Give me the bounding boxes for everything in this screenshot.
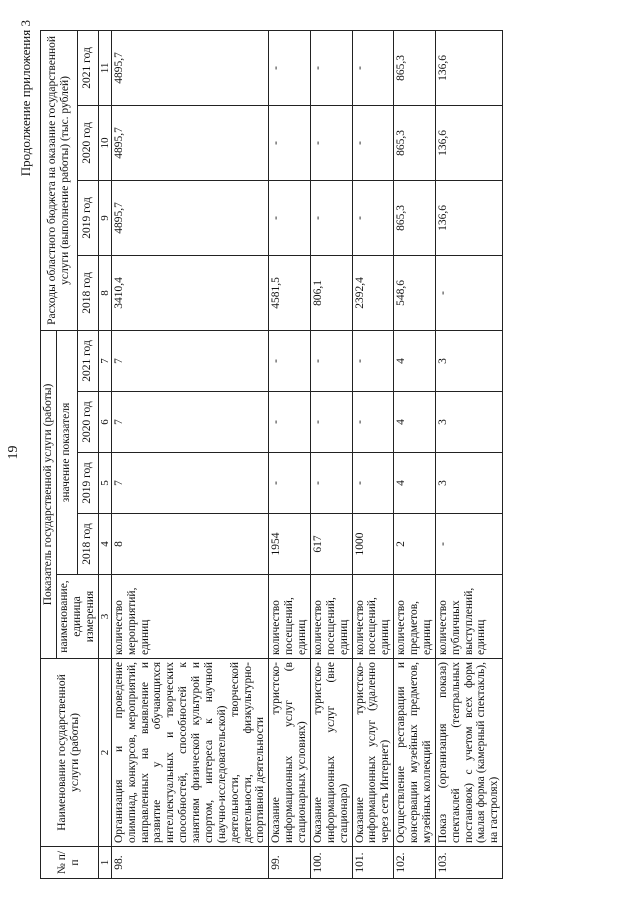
- index-cell: 8: [98, 255, 111, 330]
- service-name: Оказание туристско-информационных услуг (вне стационара): [310, 659, 352, 847]
- table-row: [269, 30, 311, 878]
- row-number: 100.: [310, 847, 352, 879]
- table-row: [352, 30, 394, 878]
- continuation-label: Продолжение приложения 3: [18, 20, 33, 177]
- header-expense-year-2020: 2020 год: [77, 105, 98, 180]
- row-number: 98.: [111, 847, 269, 879]
- table-row: [394, 30, 436, 878]
- service-name: Оказание туристско-информационных услуг (в стационарных условиях): [269, 659, 311, 847]
- header-year-2020: 2020 год: [77, 392, 98, 453]
- service-name: Организация и проведение олимпиад, конкурсов, мероприятий, направленных на выявление и развитие у обучающихся интеллектуальных и творческих способностей, способностей к занятиям физической культурой и спортом, интереса к научной (научно-исследовательской) деятельности, творческой деятельности, физкультурно-спортивной деятельности: [111, 659, 269, 847]
- expense-2021: -: [352, 30, 394, 105]
- expense-2018: -: [435, 255, 502, 330]
- service-name: Оказание туристско-информационных услуг (удаленно через сеть Интернет): [352, 659, 394, 847]
- index-cell: 1: [98, 847, 111, 879]
- indicator-unit: количество предметов, единиц: [394, 575, 436, 659]
- expense-2019: 136,6: [435, 180, 502, 255]
- index-cell: 3: [98, 575, 111, 659]
- row-number: 103.: [435, 847, 502, 879]
- indicator-unit: количество посещений, единиц: [310, 575, 352, 659]
- header-indicator-group: Показатель государственной услуги (работы): [41, 330, 57, 658]
- header-num: № п/п: [41, 847, 99, 879]
- value-2021: 7: [111, 330, 269, 391]
- value-2021: -: [310, 330, 352, 391]
- expense-2021: -: [310, 30, 352, 105]
- value-2019: 4: [394, 453, 436, 514]
- index-cell: 10: [98, 105, 111, 180]
- expense-2018: 548,6: [394, 255, 436, 330]
- value-2019: 3: [435, 453, 502, 514]
- expense-2019: 4895,7: [111, 180, 269, 255]
- value-2021: -: [352, 330, 394, 391]
- value-2019: -: [269, 453, 311, 514]
- header-year-2021: 2021 год: [77, 330, 98, 391]
- index-cell: 4: [98, 514, 111, 575]
- header-service: Наименование государственной услуги (работы): [41, 659, 99, 847]
- expense-2018: 3410,4: [111, 255, 269, 330]
- indicator-unit: количество посещений, единиц: [269, 575, 311, 659]
- row-number: 102.: [394, 847, 436, 879]
- table-row: [310, 30, 352, 878]
- service-name: Показ (организация показа) спектаклей (театральных постановок) с учетом всех форм (малая форма (камерный спектакль), на гастролях): [435, 659, 502, 847]
- index-cell: 7: [98, 330, 111, 391]
- services-table: [40, 30, 503, 879]
- value-2021: 3: [435, 330, 502, 391]
- indicator-unit: количество посещений, единиц: [352, 575, 394, 659]
- row-number: 99.: [269, 847, 311, 879]
- expense-2018: 4581,5: [269, 255, 311, 330]
- expense-2018: 2392,4: [352, 255, 394, 330]
- expense-2020: 136,6: [435, 105, 502, 180]
- service-name: Осуществление реставрации и консервации музейных предметов, музейных коллекций: [394, 659, 436, 847]
- value-2020: 7: [111, 392, 269, 453]
- expense-2019: -: [310, 180, 352, 255]
- value-2021: 4: [394, 330, 436, 391]
- expense-2020: 865,3: [394, 105, 436, 180]
- expense-2020: -: [352, 105, 394, 180]
- expense-2020: 4895,7: [111, 105, 269, 180]
- indicator-unit: количество мероприятий, единиц: [111, 575, 269, 659]
- value-2020: 3: [435, 392, 502, 453]
- expense-2020: -: [269, 105, 311, 180]
- value-2019: 7: [111, 453, 269, 514]
- value-2021: -: [269, 330, 311, 391]
- value-2018: 2: [394, 514, 436, 575]
- header-year-2018: 2018 год: [77, 514, 98, 575]
- value-2020: -: [310, 392, 352, 453]
- header-expense-group: Расходы областного бюджета на оказание государственной услуги (выполнение работы) (тыс. рублей): [41, 30, 78, 330]
- header-expense-year-2019: 2019 год: [77, 180, 98, 255]
- value-2020: -: [269, 392, 311, 453]
- index-cell: 6: [98, 392, 111, 453]
- header-year-2019: 2019 год: [77, 453, 98, 514]
- header-indicator-name: наименование, единица измерения: [56, 575, 98, 659]
- page-number: 19: [6, 445, 21, 460]
- header-expense-year-2021: 2021 год: [77, 30, 98, 105]
- value-2018: 1000: [352, 514, 394, 575]
- value-2018: 1954: [269, 514, 311, 575]
- expense-2019: -: [269, 180, 311, 255]
- value-2019: -: [310, 453, 352, 514]
- expense-2021: 136,6: [435, 30, 502, 105]
- expense-2018: 806,1: [310, 255, 352, 330]
- value-2018: 8: [111, 514, 269, 575]
- expense-2019: -: [352, 180, 394, 255]
- expense-2021: 865,3: [394, 30, 436, 105]
- index-cell: 5: [98, 453, 111, 514]
- indicator-unit: количество публичных выступлений, единиц: [435, 575, 502, 659]
- value-2018: 617: [310, 514, 352, 575]
- index-cell: 11: [98, 30, 111, 105]
- value-2020: 4: [394, 392, 436, 453]
- value-2018: -: [435, 514, 502, 575]
- header-indicator-value: значение показателя: [56, 330, 77, 574]
- expense-2019: 865,3: [394, 180, 436, 255]
- value-2019: -: [352, 453, 394, 514]
- value-2020: -: [352, 392, 394, 453]
- row-number: 101.: [352, 847, 394, 879]
- index-cell: 9: [98, 180, 111, 255]
- header-expense-year-2018: 2018 год: [77, 255, 98, 330]
- table-row: [111, 30, 269, 878]
- table-row: [435, 30, 502, 878]
- index-cell: 2: [98, 659, 111, 847]
- expense-2021: 4895,7: [111, 30, 269, 105]
- expense-2020: -: [310, 105, 352, 180]
- expense-2021: -: [269, 30, 311, 105]
